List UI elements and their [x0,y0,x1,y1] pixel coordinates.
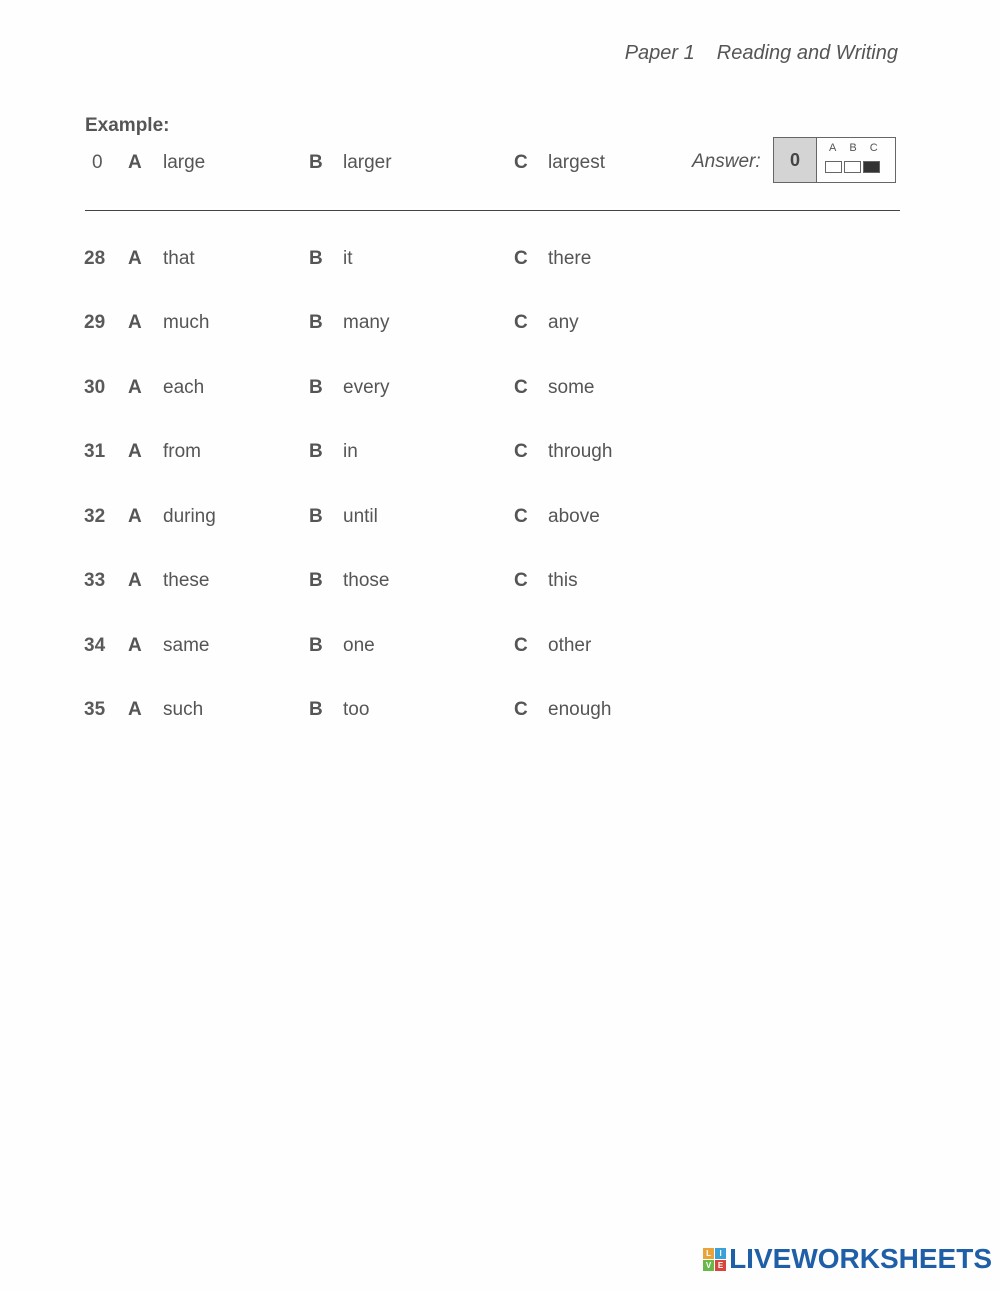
option-word-a: during [163,506,216,527]
option-word-b: it [343,248,353,269]
answer-letter-b: B [849,142,857,154]
answer-cell-a [825,161,842,173]
question-row-28 [0,244,1000,274]
option-letter-c: C [514,248,528,269]
option-letter-a: A [128,570,142,591]
option-letter-b: B [309,635,323,656]
question-row-32 [0,502,1000,532]
option-word-a: from [163,441,201,462]
option-letter-b: B [309,152,323,173]
option-letter-b: B [309,248,323,269]
option-letter-b: B [309,506,323,527]
option-word-c: this [548,570,578,591]
question-number: 33 [84,570,106,591]
option-letter-a: A [128,377,142,398]
answer-box [773,137,896,183]
option-letter-a: A [128,506,142,527]
option-word-b: many [343,312,390,333]
example-heading: Example: [85,115,170,136]
option-word-c: largest [548,152,606,173]
answer-letter-a: A [829,142,837,154]
option-word-c: above [548,506,600,527]
option-word-a: same [163,635,210,656]
option-letter-b: B [309,570,323,591]
divider-line [85,210,900,211]
option-word-a: these [163,570,210,591]
option-letter-c: C [514,699,528,720]
option-letter-c: C [514,377,528,398]
option-letter-a: A [128,635,142,656]
answer-letter-c: C [869,142,878,154]
option-letter-c: C [514,312,528,333]
option-letter-b: B [309,441,323,462]
paper-label: Paper 1 [624,42,695,64]
question-row-31 [0,437,1000,467]
option-word-a: much [163,312,210,333]
option-letter-b: B [309,699,323,720]
question-number: 31 [84,441,106,462]
option-word-c: enough [548,699,612,720]
liveworksheets-logo [703,1243,992,1275]
option-letter-c: C [514,635,528,656]
question-number: 32 [84,506,106,527]
option-letter-c: C [514,441,528,462]
option-letter-a: A [128,248,142,269]
page-header [625,42,898,65]
option-letter-c: C [514,506,528,527]
question-number: 34 [84,635,106,656]
option-word-c: other [548,635,592,656]
answer-cell-c-selected [863,161,880,173]
option-word-c: through [548,441,613,462]
question-row-29 [0,308,1000,338]
option-word-a: each [163,377,205,398]
question-number: 0 [92,152,103,173]
option-word-c: there [548,248,592,269]
option-letter-b: B [309,312,323,333]
answer-letters [829,142,878,154]
option-word-b: one [343,635,375,656]
section-label: Reading and Writing [716,42,898,64]
answer-label: Answer: [692,151,761,172]
logo-blocks-icon: L I V E [703,1248,726,1271]
answer-cells [825,161,880,173]
option-letter-a: A [128,441,142,462]
question-row-33 [0,566,1000,596]
question-row-30 [0,373,1000,403]
option-word-b: those [343,570,390,591]
option-letter-c: C [514,570,528,591]
question-row-34 [0,631,1000,661]
option-word-b: too [343,699,370,720]
option-word-b: in [343,441,358,462]
question-number: 29 [84,312,106,333]
option-word-b: until [343,506,378,527]
answer-number: 0 [774,138,817,182]
question-number: 30 [84,377,106,398]
logo-text: LIVEWORKSHEETS [729,1243,992,1274]
option-letter-c: C [514,152,528,173]
option-word-c: some [548,377,595,398]
option-word-a: large [163,152,206,173]
question-number: 35 [84,699,106,720]
answer-cell-b [844,161,861,173]
option-letter-a: A [128,699,142,720]
option-word-c: any [548,312,579,333]
option-letter-a: A [128,312,142,333]
option-word-b: every [343,377,390,398]
option-word-b: larger [343,152,392,173]
option-word-a: that [163,248,195,269]
option-word-a: such [163,699,204,720]
question-number: 28 [84,248,106,269]
question-row-35 [0,695,1000,725]
option-letter-b: B [309,377,323,398]
answer-grid [817,138,895,182]
option-letter-a: A [128,152,142,173]
